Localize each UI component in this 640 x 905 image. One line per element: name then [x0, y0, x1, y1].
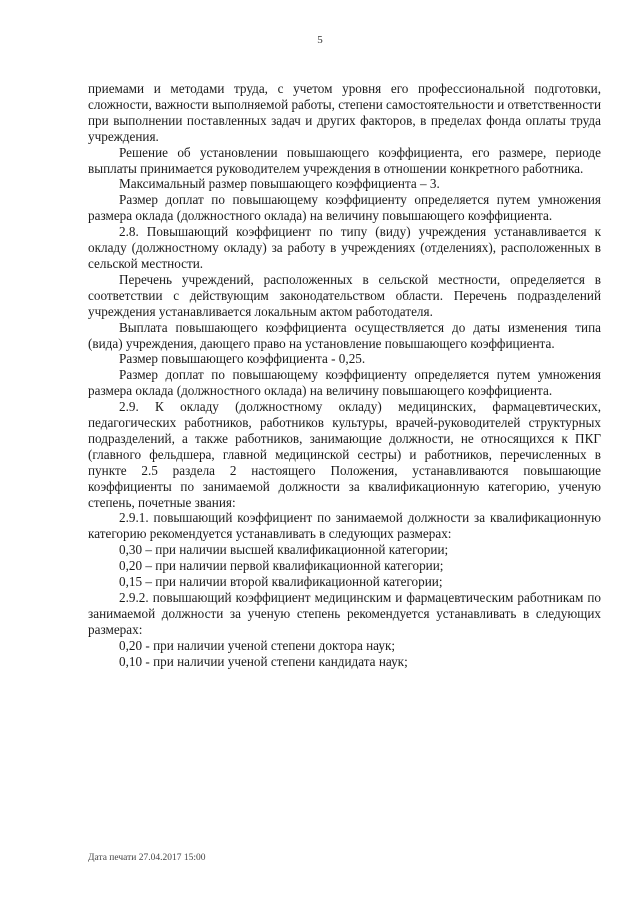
- paragraph: Размер повышающего коэффициента - 0,25.: [119, 351, 366, 367]
- paragraph: Решение об установлении повышающего коэффициента, его размере, периоде выплаты принимается руководителем учреждения в отношении конкретного работника.: [88, 144, 601, 176]
- paragraph: приемами и методами труда, с учетом уровня его профессиональной подготовки, сложности, важности выполняемой работы, степени самостоятельности и ответственности при выполнении поставленных задач и других факторов, в пределах фонда оплаты труда учреждения.: [88, 81, 601, 144]
- list-item: 0,15 – при наличии второй квалификационной категории;: [119, 574, 443, 590]
- list-item: 0,20 – при наличии первой квалификационной категории;: [119, 558, 444, 574]
- list-item: 0,10 - при наличии ученой степени кандидата наук;: [119, 653, 408, 669]
- paragraph: 2.8. Повышающий коэффициент по типу (виду) учреждения устанавливается к окладу (должностному окладу) за работу в учреждениях (отделениях), расположенных в сельской местности.: [88, 224, 601, 271]
- print-date-footer: Дата печати 27.04.2017 15:00: [88, 853, 206, 863]
- paragraph: Размер доплат по повышающему коэффициенту определяется путем умножения размера оклада (должностного оклада) на величину повышающего коэффициента.: [88, 192, 601, 224]
- paragraph: 2.9.2. повышающий коэффициент медицинским и фармацевтическим работникам по занимаемой должности за ученую степень рекомендуется устанавливать в следующих размерах:: [88, 590, 601, 637]
- list-item: 0,20 - при наличии ученой степени доктора наук;: [119, 637, 396, 653]
- paragraph: Выплата повышающего коэффициента осуществляется до даты изменения типа (вида) учреждения, дающего право на установление повышающего коэффициента.: [88, 319, 601, 351]
- document-body: [88, 81, 601, 670]
- paragraph: 2.9.1. повышающий коэффициент по занимаемой должности за квалификационную категорию рекомендуется устанавливать в следующих размерах:: [88, 510, 601, 542]
- paragraph: 2.9. К окладу (должностному окладу) медицинских, фармацевтических, педагогических работников, работников культуры, врачей-руководителей структурных подразделений, а также работников, занимающие должности, не относящихся к ПКГ (главного фельдшера, главной медицинской сестры) и работников, перечисленных в пункте 2.5 раздела 2 настоящего Положения, устанавливаются повышающие коэффициенты по занимаемой должности за квалификационную категорию, ученую степень, почетные звания:: [88, 399, 601, 510]
- paragraph: Размер доплат по повышающему коэффициенту определяется путем умножения размера оклада (должностного оклада) на величину повышающего коэффициента.: [88, 367, 601, 399]
- paragraph: Перечень учреждений, расположенных в сельской местности, определяется в соответствии с действующим законодательством области. Перечень подразделений учреждения устанавливается локальным актом работодателя.: [88, 271, 601, 319]
- paragraph: Максимальный размер повышающего коэффициента – 3.: [119, 176, 440, 192]
- page-number: 5: [317, 34, 323, 46]
- list-item: 0,30 – при наличии высшей квалификационной категории;: [119, 542, 449, 558]
